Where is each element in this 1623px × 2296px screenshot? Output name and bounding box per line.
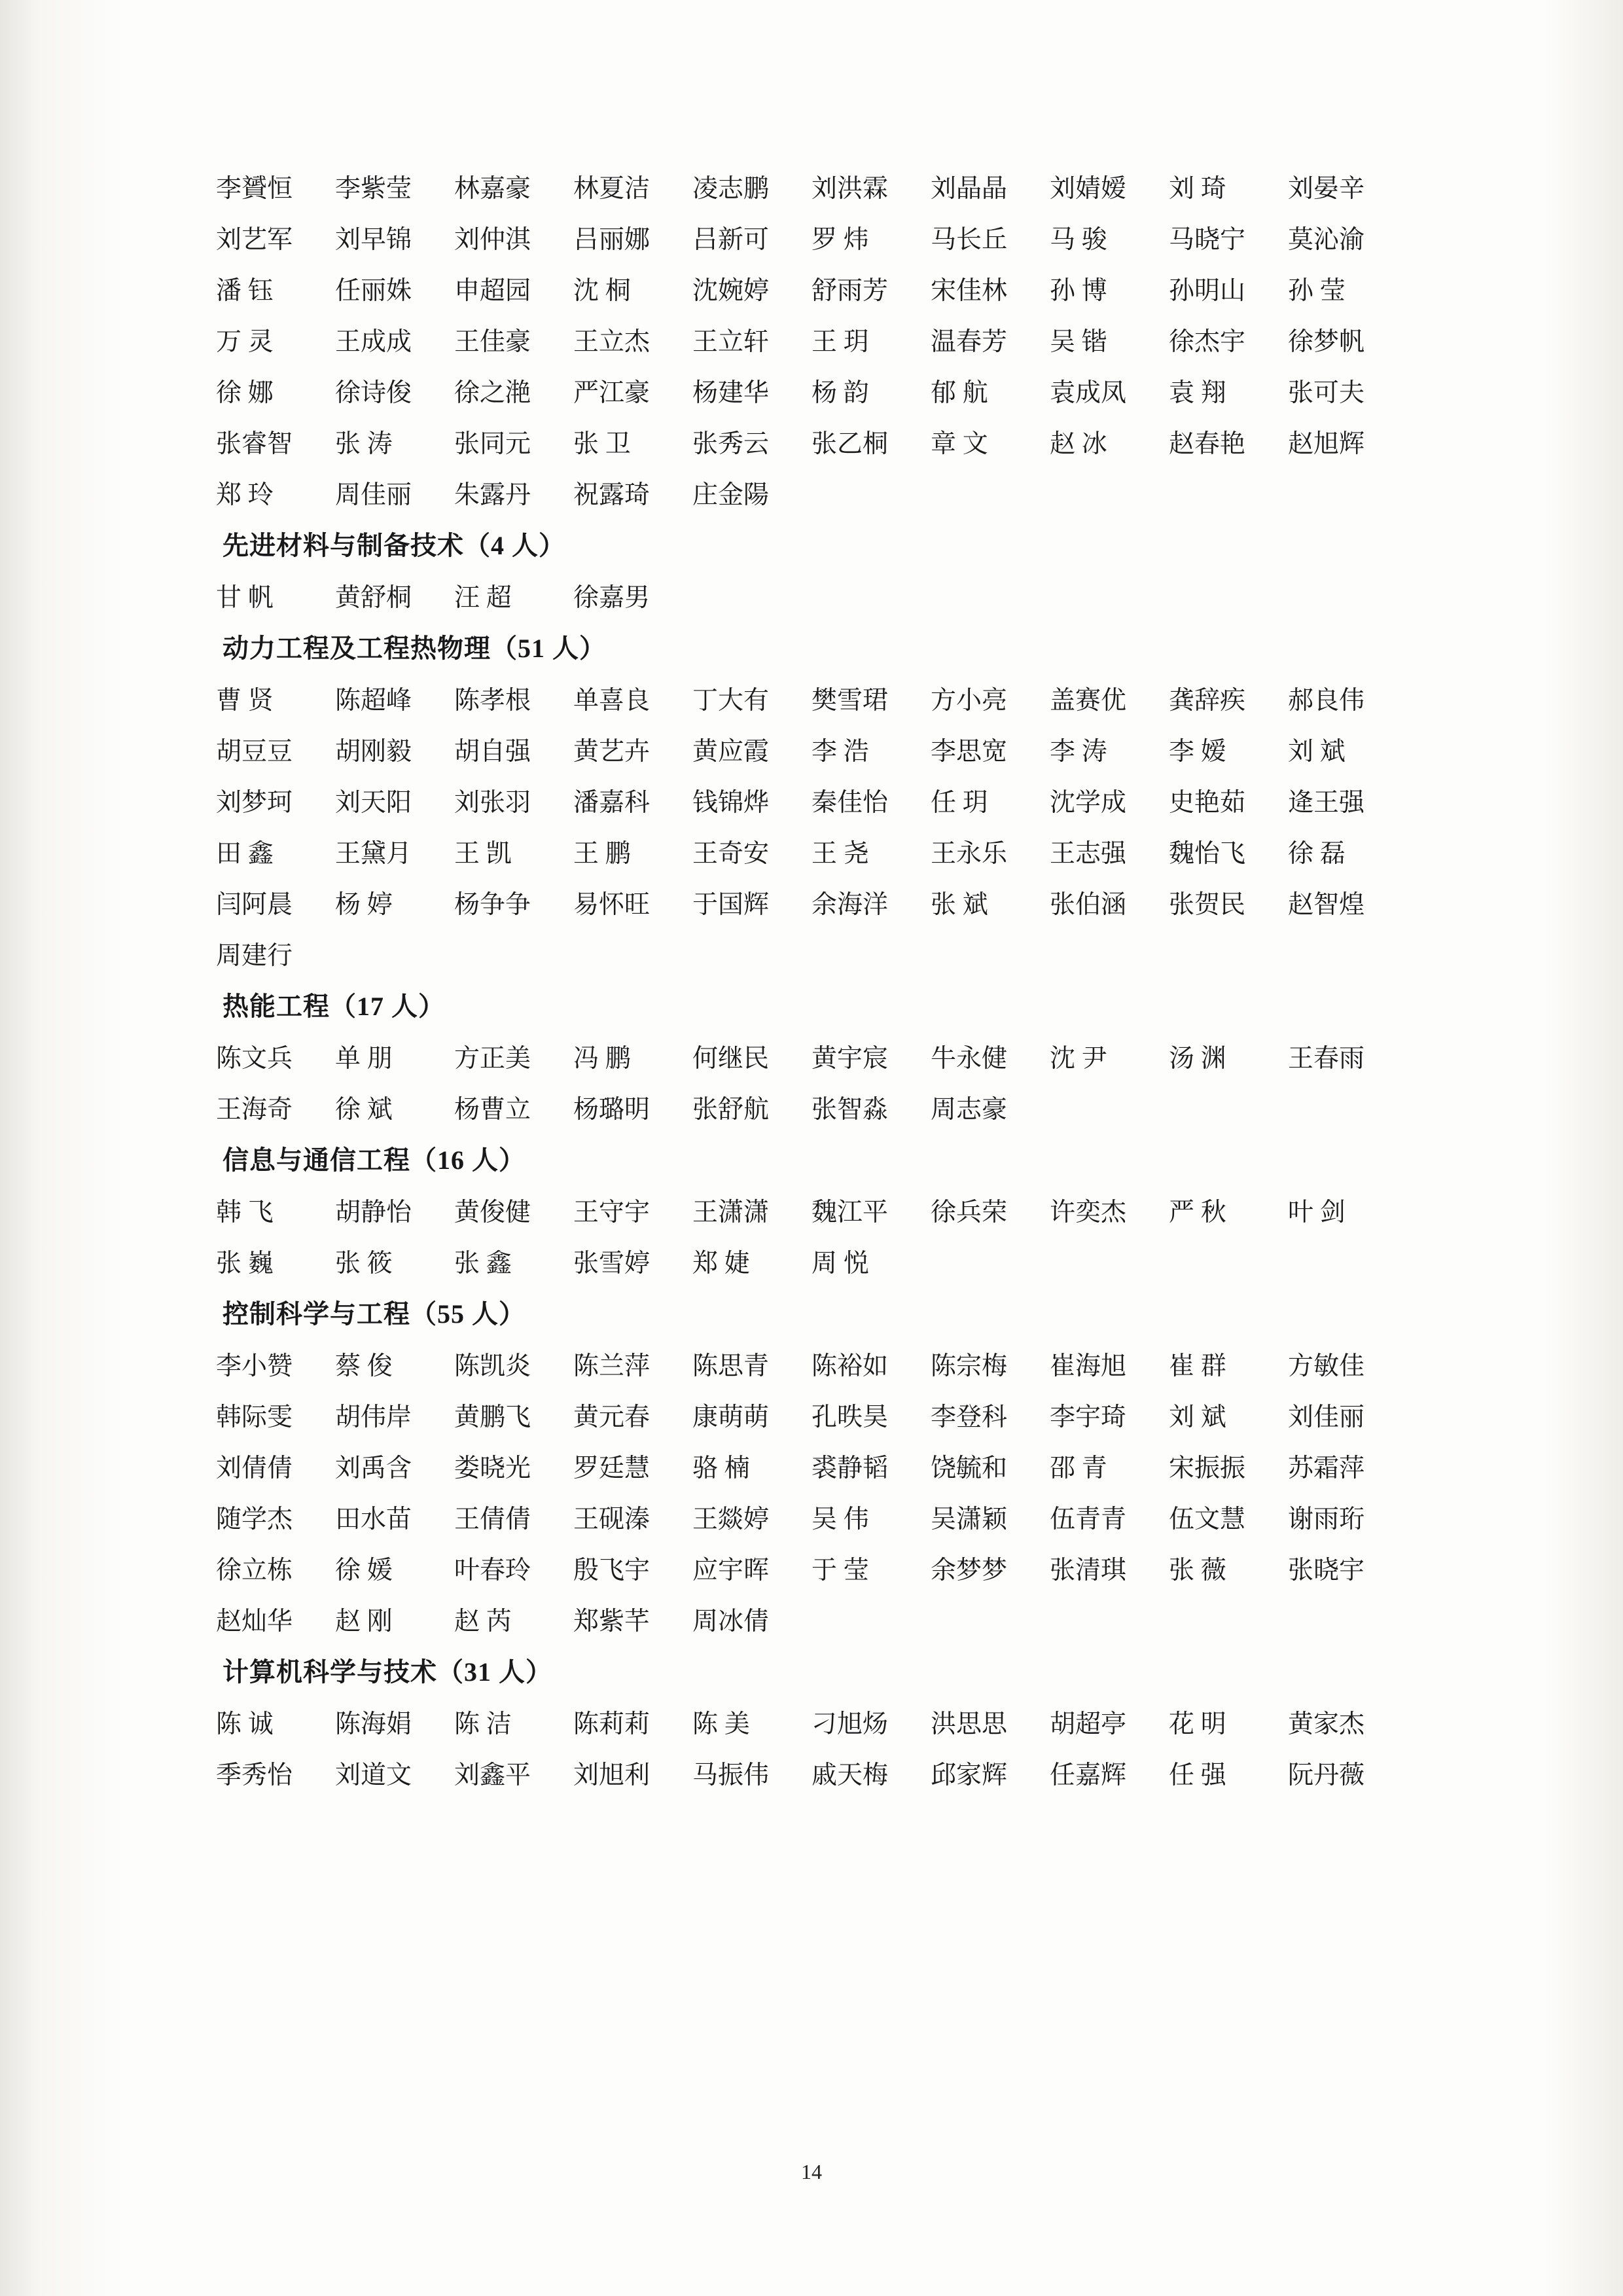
list-item: 季秀怡 [216, 1761, 293, 1789]
list-item: 叶春玲 [454, 1556, 531, 1585]
list-item: 易怀旺 [573, 891, 651, 919]
list-item: 胡自强 [454, 738, 531, 766]
list-item: 张 卫 [573, 430, 631, 458]
section-heading: 先进材料与制备技术（4 人） [223, 531, 565, 560]
list-item: 吕丽娜 [573, 226, 651, 254]
list-item: 马晓宁 [1169, 226, 1246, 254]
list-item: 沈 尹 [1050, 1045, 1107, 1073]
list-item: 陈 美 [692, 1710, 750, 1738]
list-item: 赵 冰 [1050, 430, 1107, 458]
list-item: 任丽姝 [335, 277, 412, 305]
list-item: 周佳丽 [335, 481, 412, 509]
list-item: 孔昳昊 [812, 1403, 889, 1431]
list-item: 周建行 [216, 942, 293, 970]
list-item: 刘梦珂 [216, 789, 293, 817]
list-item: 罗廷慧 [573, 1454, 651, 1482]
list-item: 赵旭辉 [1288, 430, 1365, 458]
section-heading: 动力工程及工程热物理（51 人） [223, 634, 606, 663]
list-item: 王倩倩 [454, 1505, 531, 1534]
section-heading: 计算机科学与技术（31 人） [223, 1657, 552, 1687]
list-item: 裘静韬 [812, 1454, 889, 1482]
list-item: 刘 琦 [1169, 175, 1226, 203]
list-item: 方正美 [454, 1045, 531, 1073]
list-item: 林夏洁 [573, 175, 651, 203]
list-item: 方敏佳 [1288, 1352, 1365, 1380]
list-item: 徐诗俊 [335, 379, 412, 407]
list-item: 刘洪霖 [812, 175, 889, 203]
list-item: 李贇恒 [216, 175, 293, 203]
list-item: 陈海娟 [335, 1710, 412, 1738]
list-item: 王永乐 [931, 840, 1008, 868]
list-item: 蔡 俊 [335, 1352, 393, 1380]
list-item: 宋振振 [1169, 1454, 1246, 1482]
list-item: 陈莉莉 [573, 1710, 651, 1738]
list-item: 刘张羽 [454, 789, 531, 817]
list-item: 胡刚毅 [335, 738, 412, 766]
list-item: 王砚溱 [573, 1505, 651, 1534]
name-block [216, 628, 1407, 982]
list-item: 陈孝根 [454, 687, 531, 715]
list-item: 祝露琦 [573, 481, 651, 509]
list-item: 徐兵荣 [931, 1198, 1008, 1227]
list-item: 黄宇宸 [812, 1045, 889, 1073]
list-item: 赵智煌 [1288, 891, 1365, 919]
list-item: 盖赛优 [1050, 687, 1127, 715]
list-item: 徐 娜 [216, 379, 274, 407]
list-item: 许奕杰 [1050, 1198, 1127, 1227]
list-item: 李紫莹 [335, 175, 412, 203]
list-item: 钱锦烨 [692, 789, 770, 817]
list-item: 陈 洁 [454, 1710, 512, 1738]
list-item: 莫沁渝 [1288, 226, 1365, 254]
list-item: 王立轩 [692, 328, 770, 356]
list-item: 王成成 [335, 328, 412, 356]
list-item: 刘早锦 [335, 226, 412, 254]
list-item: 朱露丹 [454, 481, 531, 509]
list-item: 张伯涵 [1050, 891, 1127, 919]
list-item: 王 凯 [454, 840, 512, 868]
list-item: 刘艺军 [216, 226, 293, 254]
list-item: 田 鑫 [216, 840, 274, 868]
list-item: 沈学成 [1050, 789, 1127, 817]
list-item: 陈文兵 [216, 1045, 293, 1073]
list-item: 余海洋 [812, 891, 889, 919]
list-item: 张 鑫 [454, 1249, 512, 1278]
list-item: 刘仲淇 [454, 226, 531, 254]
list-item: 应宇晖 [692, 1556, 770, 1585]
list-item: 何继民 [692, 1045, 770, 1073]
list-item: 郝良伟 [1288, 687, 1365, 715]
list-item: 汤 渊 [1169, 1045, 1226, 1073]
list-item: 饶毓和 [931, 1454, 1008, 1482]
list-item: 任 强 [1169, 1761, 1226, 1789]
list-item: 崔海旭 [1050, 1352, 1127, 1380]
list-item: 杨璐明 [573, 1096, 651, 1124]
list-item: 黄艺卉 [573, 738, 651, 766]
list-item: 逄王强 [1288, 789, 1365, 817]
list-item: 张贺民 [1169, 891, 1246, 919]
list-item: 刘婧嫒 [1050, 175, 1127, 203]
list-item: 汪 超 [454, 584, 512, 612]
list-item: 徐 磊 [1288, 840, 1346, 868]
section-heading: 控制科学与工程（55 人） [223, 1299, 526, 1329]
list-item: 陈 诚 [216, 1710, 274, 1738]
list-item: 黄舒桐 [335, 584, 412, 612]
list-item: 严 秋 [1169, 1198, 1226, 1227]
list-item: 潘嘉科 [573, 789, 651, 817]
list-item: 马 骏 [1050, 226, 1107, 254]
list-item: 刁旭炀 [812, 1710, 889, 1738]
list-item: 黄元春 [573, 1403, 651, 1431]
list-item: 康萌萌 [692, 1403, 770, 1431]
name-block [216, 1293, 1407, 1647]
list-item: 叶 剑 [1288, 1198, 1346, 1227]
list-item: 马振伟 [692, 1761, 770, 1789]
list-item: 牛永健 [931, 1045, 1008, 1073]
list-item: 谢雨珩 [1288, 1505, 1365, 1534]
list-item: 张舒航 [692, 1096, 770, 1124]
list-item: 陈超峰 [335, 687, 412, 715]
name-grid [216, 675, 1407, 982]
list-item: 胡豆豆 [216, 738, 293, 766]
list-item: 刘鑫平 [454, 1761, 531, 1789]
list-item: 单 朋 [335, 1045, 393, 1073]
list-item: 曹 贤 [216, 687, 274, 715]
list-item: 庄金陽 [692, 481, 770, 509]
list-item: 徐之滟 [454, 379, 531, 407]
list-item: 崔 群 [1169, 1352, 1226, 1380]
list-item: 张同元 [454, 430, 531, 458]
list-item: 花 明 [1169, 1710, 1226, 1738]
list-item: 周冰倩 [692, 1607, 770, 1636]
list-item: 王 鹏 [573, 840, 631, 868]
list-item: 周 悦 [812, 1249, 869, 1278]
name-block [216, 986, 1407, 1136]
name-block [216, 1651, 1407, 1801]
list-item: 孙明山 [1169, 277, 1246, 305]
list-item: 阮丹薇 [1288, 1761, 1365, 1789]
page-content [216, 164, 1407, 1805]
list-item: 陈兰萍 [573, 1352, 651, 1380]
list-item: 王奇安 [692, 840, 770, 868]
page-number: 14 [801, 2160, 822, 2183]
list-item: 魏江平 [812, 1198, 889, 1227]
list-item: 郁 航 [931, 379, 988, 407]
list-item: 王佳豪 [454, 328, 531, 356]
list-item: 潘 钰 [216, 277, 274, 305]
list-item: 骆 楠 [692, 1454, 750, 1482]
list-item: 黄家杰 [1288, 1710, 1365, 1738]
list-item: 赵春艳 [1169, 430, 1246, 458]
list-item: 罗 炜 [812, 226, 869, 254]
name-block [216, 525, 1407, 624]
list-item: 韩际雯 [216, 1403, 293, 1431]
list-item: 陈思青 [692, 1352, 770, 1380]
list-item: 丁大有 [692, 687, 770, 715]
name-grid [216, 164, 1407, 521]
list-item: 万 灵 [216, 328, 274, 356]
list-item: 刘晏辛 [1288, 175, 1365, 203]
list-item: 黄应霞 [692, 738, 770, 766]
list-item: 伍青青 [1050, 1505, 1127, 1534]
name-grid [216, 1699, 1407, 1801]
list-item: 徐杰宇 [1169, 328, 1246, 356]
name-grid [216, 573, 1407, 624]
list-item: 余梦梦 [931, 1556, 1008, 1585]
list-item: 刘道文 [335, 1761, 412, 1789]
list-item: 徐 斌 [335, 1096, 393, 1124]
list-item: 张 巍 [216, 1249, 274, 1278]
list-item: 杨争争 [454, 891, 531, 919]
list-item: 刘 斌 [1169, 1403, 1226, 1431]
list-item: 王黛月 [335, 840, 412, 868]
list-item: 陈宗梅 [931, 1352, 1008, 1380]
list-item: 戚天梅 [812, 1761, 889, 1789]
name-block [216, 1139, 1407, 1289]
list-item: 吴潇颖 [931, 1505, 1008, 1534]
list-item: 张乙桐 [812, 430, 889, 458]
list-item: 严江豪 [573, 379, 651, 407]
list-item: 陈凯炎 [454, 1352, 531, 1380]
list-item: 黄俊健 [454, 1198, 531, 1227]
list-item: 李登科 [931, 1403, 1008, 1431]
list-item: 刘佳丽 [1288, 1403, 1365, 1431]
list-item: 徐 媛 [335, 1556, 393, 1585]
list-item: 苏霜萍 [1288, 1454, 1365, 1482]
list-item: 王燚婷 [692, 1505, 770, 1534]
list-item: 袁成凤 [1050, 379, 1127, 407]
list-item: 秦佳怡 [812, 789, 889, 817]
list-item: 胡伟岸 [335, 1403, 412, 1431]
list-item: 刘倩倩 [216, 1454, 293, 1482]
list-item: 张晓宇 [1288, 1556, 1365, 1585]
list-item: 闫阿晨 [216, 891, 293, 919]
list-item: 林嘉豪 [454, 175, 531, 203]
list-item: 张可夫 [1288, 379, 1365, 407]
section-heading: 热能工程（17 人） [223, 992, 445, 1021]
list-item: 孙 莹 [1288, 277, 1346, 305]
list-item: 沈婉婷 [692, 277, 770, 305]
list-item: 史艳茹 [1169, 789, 1246, 817]
list-item: 杨 婷 [335, 891, 393, 919]
list-item: 张睿智 [216, 430, 293, 458]
list-item: 赵 刚 [335, 1607, 393, 1636]
list-item: 沈 桐 [573, 277, 631, 305]
list-item: 李 浩 [812, 738, 869, 766]
list-item: 黄鹏飞 [454, 1403, 531, 1431]
list-item: 刘 斌 [1288, 738, 1346, 766]
list-item: 李小赞 [216, 1352, 293, 1380]
list-item: 邱家辉 [931, 1761, 1008, 1789]
list-item: 申超园 [454, 277, 531, 305]
list-item: 李 嫒 [1169, 738, 1226, 766]
list-item: 郑 玲 [216, 481, 274, 509]
list-item: 任 玥 [931, 789, 988, 817]
list-item: 刘禹含 [335, 1454, 412, 1482]
list-item: 王潇潇 [692, 1198, 770, 1227]
list-item: 娄晓光 [454, 1454, 531, 1482]
list-item: 凌志鹏 [692, 175, 770, 203]
list-item: 樊雪珺 [812, 687, 889, 715]
list-item: 舒雨芳 [812, 277, 889, 305]
list-item: 吴 锴 [1050, 328, 1107, 356]
list-item: 袁 翔 [1169, 379, 1226, 407]
list-item: 马长丘 [931, 226, 1008, 254]
list-item: 冯 鹏 [573, 1045, 631, 1073]
list-item: 张 涛 [335, 430, 393, 458]
list-item: 杨曹立 [454, 1096, 531, 1124]
list-item: 郑 婕 [692, 1249, 750, 1278]
list-item: 魏怡飞 [1169, 840, 1246, 868]
list-item: 刘旭利 [573, 1761, 651, 1789]
list-item: 温春芳 [931, 328, 1008, 356]
list-item: 张 薇 [1169, 1556, 1226, 1585]
list-item: 胡静怡 [335, 1198, 412, 1227]
list-item: 赵 芮 [454, 1607, 512, 1636]
list-item: 于 莹 [812, 1556, 869, 1585]
list-item: 赵灿华 [216, 1607, 293, 1636]
list-item: 周志豪 [931, 1096, 1008, 1124]
list-item: 徐嘉男 [573, 584, 651, 612]
list-item: 刘晶晶 [931, 175, 1008, 203]
list-item: 孙 博 [1050, 277, 1107, 305]
list-item: 吕新可 [692, 226, 770, 254]
list-item: 方小亮 [931, 687, 1008, 715]
list-item: 王海奇 [216, 1096, 293, 1124]
list-item: 韩 飞 [216, 1198, 274, 1227]
list-item: 邵 青 [1050, 1454, 1107, 1482]
list-item: 王春雨 [1288, 1045, 1365, 1073]
list-item: 李宇琦 [1050, 1403, 1127, 1431]
list-item: 郑紫芊 [573, 1607, 651, 1636]
list-item: 洪思思 [931, 1710, 1008, 1738]
list-item: 张 斌 [931, 891, 988, 919]
list-item: 李思宽 [931, 738, 1008, 766]
list-item: 吴 伟 [812, 1505, 869, 1534]
name-grid [216, 1187, 1407, 1289]
list-item: 李 涛 [1050, 738, 1107, 766]
name-block [216, 164, 1407, 521]
list-item: 宋佳林 [931, 277, 1008, 305]
list-item: 单喜良 [573, 687, 651, 715]
list-item: 随学杰 [216, 1505, 293, 1534]
name-grid [216, 1033, 1407, 1136]
list-item: 王立杰 [573, 328, 651, 356]
list-item: 王守宇 [573, 1198, 651, 1227]
list-item: 王 尧 [812, 840, 869, 868]
list-item: 张雪婷 [573, 1249, 651, 1278]
list-item: 刘天阳 [335, 789, 412, 817]
list-item: 张 筱 [335, 1249, 393, 1278]
list-item: 徐立栋 [216, 1556, 293, 1585]
list-item: 杨建华 [692, 379, 770, 407]
list-item: 章 文 [931, 430, 988, 458]
list-item: 甘 帆 [216, 584, 274, 612]
list-item: 任嘉辉 [1050, 1761, 1127, 1789]
list-item: 徐梦帆 [1288, 328, 1365, 356]
list-item: 张智淼 [812, 1096, 889, 1124]
list-item: 殷飞宇 [573, 1556, 651, 1585]
list-item: 伍文慧 [1169, 1505, 1246, 1534]
list-item: 于国辉 [692, 891, 770, 919]
name-grid [216, 1341, 1407, 1647]
list-item: 王志强 [1050, 840, 1127, 868]
list-item: 胡超亭 [1050, 1710, 1127, 1738]
list-item: 田水苗 [335, 1505, 412, 1534]
section-heading: 信息与通信工程（16 人） [223, 1145, 526, 1175]
list-item: 陈裕如 [812, 1352, 889, 1380]
list-item: 王 玥 [812, 328, 869, 356]
list-item: 张清琪 [1050, 1556, 1127, 1585]
list-item: 杨 韵 [812, 379, 869, 407]
list-item: 龚辞疾 [1169, 687, 1246, 715]
list-item: 张秀云 [692, 430, 770, 458]
